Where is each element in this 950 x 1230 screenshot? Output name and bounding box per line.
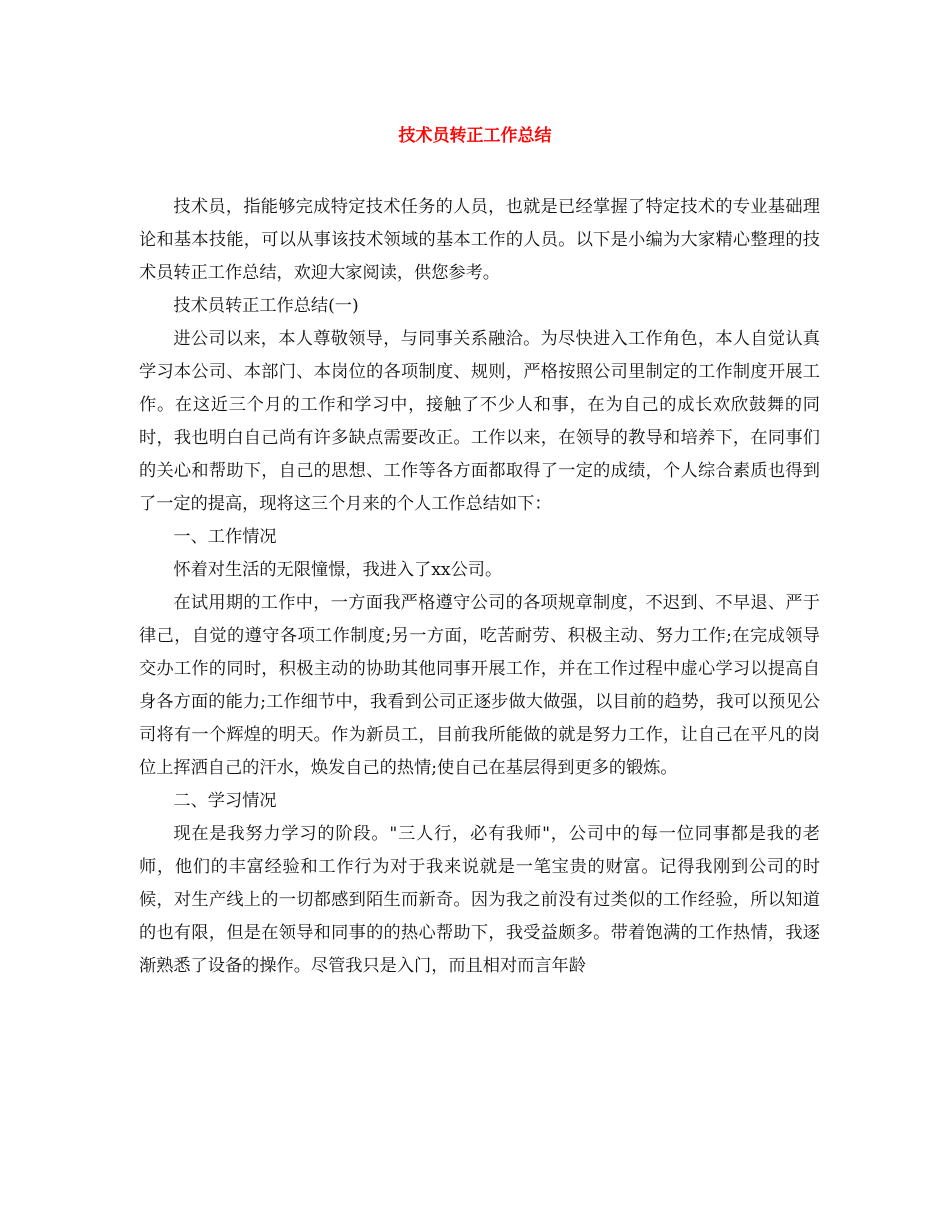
body-paragraph: 在试用期的工作中，一方面我严格遵守公司的各项规章制度，不迟到、不早退、严于律己，自觉的遵守各项工作制度;另一方面，吃苦耐劳、积极主动、努力工作;在完成领导交办工作的同时，积极主动的协助其他同事开展工作，并在工作过程中虚心学习以提高自身各方面的能力;工作细节中，我看到公司正逐步做大做强，以目前的趋势，我可以预见公司将有一个辉煌的明天。作为新员工，目前我所能做的就是努力工作，让自己在平凡的岗位上挥洒自己的汗水，焕发自己的热情;使自己在基层得到更多的锻炼。 — [139, 593, 820, 778]
body-paragraph: 现在是我努力学习的阶段。"三人行，必有我师"，公司中的每一位同事都是我的老师，他们的丰富经验和工作行为对于我来说就是一笔宝贵的财富。记得我刚到公司的时候，对生产线上的一切都感到陌生而新奇。因为我之前没有过类似的工作经验，所以知道的也有限，但是在领导和同事的的热心帮助下，我受益颇多。带着饱满的工作热情，我逐渐熟悉了设备的操作。尽管我只是入门，而且相对而言年龄 — [139, 824, 820, 976]
section-heading-study: 二、学习情况 — [173, 791, 277, 811]
document-title: 技术员转正工作总结 — [398, 126, 552, 146]
section-heading-work: 一、工作情况 — [173, 527, 277, 547]
body-paragraph: 进公司以来，本人尊敬领导，与同事关系融洽。为尽快进入工作角色，本人自觉认真学习本公司、本部门、本岗位的各项制度、规则，严格按照公司里制定的工作制度开展工作。在这近三个月的工作和学习中，接触了不少人和事，在为自己的成长欢欣鼓舞的同时，我也明白自己尚有许多缺点需要改正。工作以来，在领导的教导和培养下，在同事们的关心和帮助下，自己的思想、工作等各方面都取得了一定的成绩，个人综合素质也得到了一定的提高，现将这三个月来的个人工作总结如下： — [139, 329, 820, 514]
document-body — [139, 191, 820, 983]
body-paragraph: 怀着对生活的无限憧憬，我进入了xx公司。 — [173, 560, 503, 580]
section-heading-summary-one: 技术员转正工作总结(一) — [173, 296, 359, 316]
intro-paragraph: 技术员，指能够完成特定技术任务的人员，也就是已经掌握了特定技术的专业基础理论和基本技能，可以从事该技术领域的基本工作的人员。以下是小编为大家精心整理的技术员转正工作总结，欢迎大家阅读，供您参考。 — [139, 197, 820, 283]
